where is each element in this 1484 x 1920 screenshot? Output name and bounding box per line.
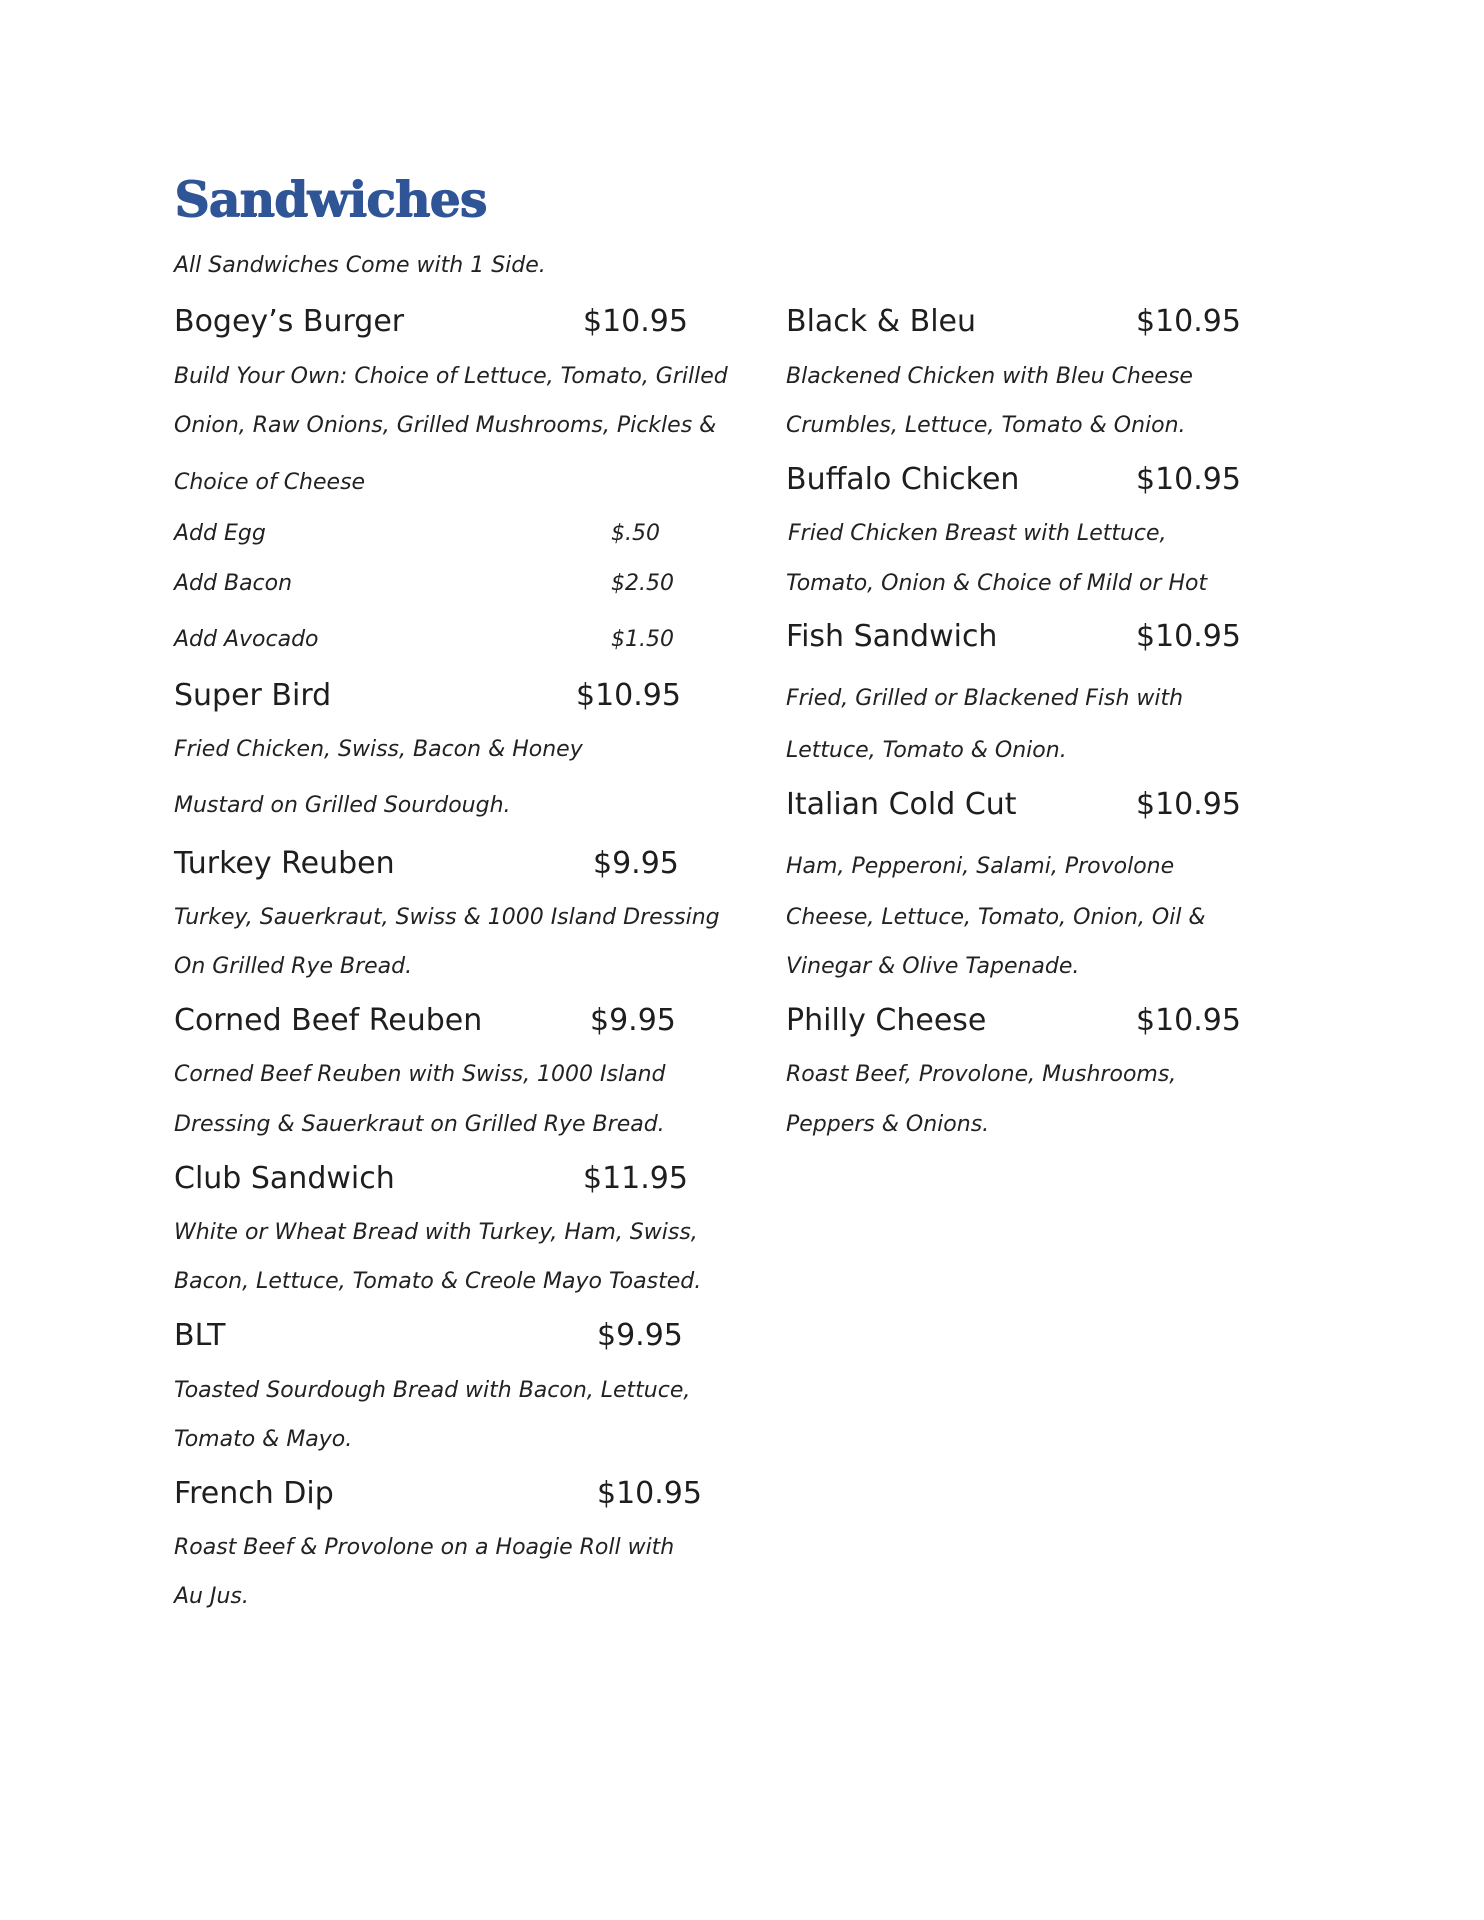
item-name-turkey-reuben: Turkey Reuben [174, 846, 395, 881]
addon-price-avocado: $1.50 [611, 627, 674, 652]
item-price-buffalo-chicken: $10.95 [1136, 462, 1241, 497]
item-desc-line: Vinegar & Olive Tapenade. [786, 954, 1080, 979]
item-desc-line: Build Your Own: Choice of Lettuce, Tomato, Grilled [174, 364, 728, 389]
item-name-buffalo-chicken: Buffalo Chicken [786, 462, 1020, 497]
item-desc-line: Bacon, Lettuce, Tomato & Creole Mayo Toasted. [174, 1269, 702, 1294]
item-desc-line: Choice of Cheese [174, 470, 366, 495]
item-price-super-bird: $10.95 [576, 678, 681, 713]
addon-price-egg: $.50 [611, 521, 660, 546]
item-name-philly-cheese: Philly Cheese [786, 1003, 987, 1038]
item-desc-line: Roast Beef & Provolone on a Hoagie Roll with [174, 1535, 675, 1560]
item-desc-line: Turkey, Sauerkraut, Swiss & 1000 Island Dressing [174, 905, 720, 930]
item-desc-line: Au Jus. [174, 1584, 249, 1609]
item-name-super-bird: Super Bird [174, 678, 332, 713]
item-name-italian-cold-cut: Italian Cold Cut [786, 787, 1017, 822]
item-price-blt: $9.95 [597, 1318, 683, 1353]
addon-label-egg: Add Egg [174, 521, 266, 546]
item-name-french-dip: French Dip [174, 1476, 334, 1511]
item-desc-line: Blackened Chicken with Bleu Cheese [786, 364, 1193, 389]
item-desc-line: White or Wheat Bread with Turkey, Ham, Swiss, [174, 1220, 698, 1245]
item-name-fish-sandwich: Fish Sandwich [786, 619, 998, 654]
item-desc-line: Mustard on Grilled Sourdough. [174, 793, 511, 818]
item-name-corned-beef-reuben: Corned Beef Reuben [174, 1003, 483, 1038]
item-name-bogeys-burger: Bogey’s Burger [174, 304, 405, 339]
item-price-black-bleu: $10.95 [1136, 304, 1241, 339]
addon-price-bacon: $2.50 [611, 571, 674, 596]
item-desc-line: Lettuce, Tomato & Onion. [786, 738, 1067, 763]
item-desc-line: Cheese, Lettuce, Tomato, Onion, Oil & [786, 905, 1206, 930]
item-price-philly-cheese: $10.95 [1136, 1003, 1241, 1038]
item-name-blt: BLT [174, 1318, 226, 1353]
item-price-turkey-reuben: $9.95 [593, 846, 679, 881]
item-price-corned-beef-reuben: $9.95 [590, 1003, 676, 1038]
item-desc-line: Peppers & Onions. [786, 1112, 990, 1137]
item-name-club-sandwich: Club Sandwich [174, 1161, 395, 1196]
addon-label-avocado: Add Avocado [174, 627, 319, 652]
item-price-french-dip: $10.95 [597, 1476, 702, 1511]
item-desc-line: Roast Beef, Provolone, Mushrooms, [786, 1062, 1177, 1087]
item-name-black-bleu: Black & Bleu [786, 304, 977, 339]
section-title: Sandwiches [174, 170, 487, 228]
item-desc-line: Toasted Sourdough Bread with Bacon, Lettuce, [174, 1378, 691, 1403]
section-subtitle: All Sandwiches Come with 1 Side. [174, 253, 546, 278]
item-price-bogeys-burger: $10.95 [583, 304, 688, 339]
item-desc-line: Corned Beef Reuben with Swiss, 1000 Island [174, 1062, 666, 1087]
item-desc-line: Crumbles, Lettuce, Tomato & Onion. [786, 413, 1186, 438]
item-desc-line: Fried, Grilled or Blackened Fish with [786, 686, 1184, 711]
item-desc-line: Fried Chicken, Swiss, Bacon & Honey [174, 737, 583, 762]
item-desc-line: On Grilled Rye Bread. [174, 954, 413, 979]
item-price-fish-sandwich: $10.95 [1136, 619, 1241, 654]
item-desc-line: Fried Chicken Breast with Lettuce, [788, 521, 1167, 546]
addon-label-bacon: Add Bacon [174, 571, 293, 596]
item-desc-line: Onion, Raw Onions, Grilled Mushrooms, Pickles & [174, 413, 717, 438]
item-price-club-sandwich: $11.95 [583, 1161, 688, 1196]
item-desc-line: Tomato & Mayo. [174, 1427, 353, 1452]
item-desc-line: Dressing & Sauerkraut on Grilled Rye Bread. [174, 1112, 665, 1137]
item-desc-line: Tomato, Onion & Choice of Mild or Hot [786, 571, 1208, 596]
item-price-italian-cold-cut: $10.95 [1136, 787, 1241, 822]
item-desc-line: Ham, Pepperoni, Salami, Provolone [786, 854, 1175, 879]
